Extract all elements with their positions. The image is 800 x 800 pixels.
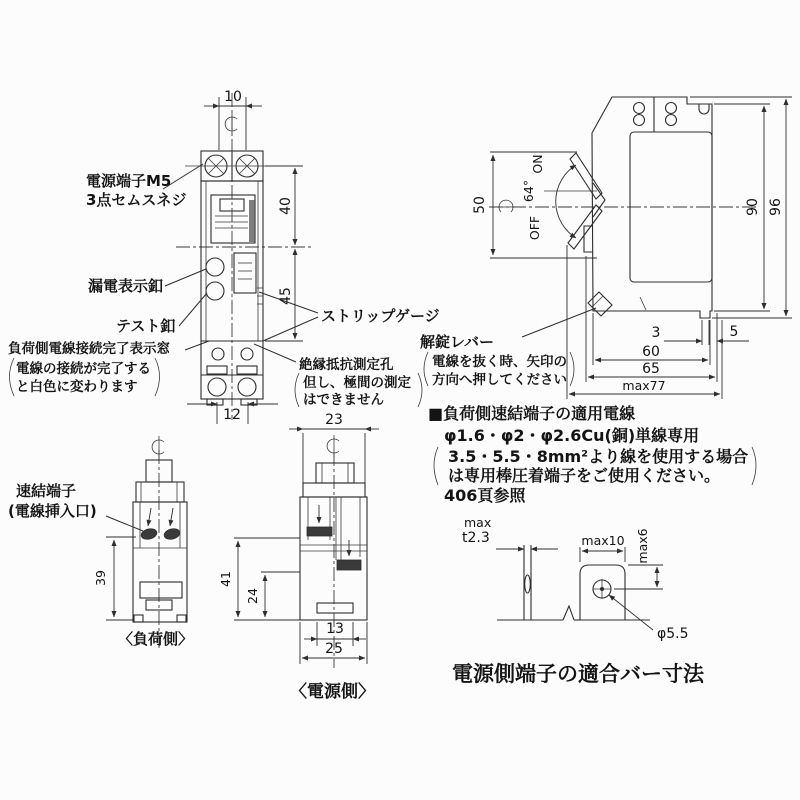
- dim-13: 13: [326, 621, 344, 637]
- paren-right: [155, 358, 160, 396]
- dim-24: 24: [245, 588, 260, 604]
- bar-hole-side: [525, 575, 531, 593]
- note-lever-3: 方向へ押してください: [432, 372, 567, 388]
- dim-41: 41: [218, 571, 233, 587]
- dim-60: 60: [642, 344, 660, 360]
- centerline-mark-icon: [327, 435, 339, 457]
- label-on: ON: [530, 154, 545, 174]
- dim-5: 5: [729, 324, 739, 340]
- dim-max10: max10: [581, 533, 625, 548]
- insulation-test-hole: [241, 348, 253, 360]
- centerline-mark-icon: [495, 200, 517, 212]
- handle-on-position: [570, 153, 602, 199]
- dim-max77: max77: [622, 378, 666, 393]
- label-power-terminal: 電源端子M5: [86, 172, 172, 190]
- dim-90: 90: [745, 198, 761, 216]
- label-test-button: テスト釦: [116, 317, 176, 335]
- note-load-window-3: と白色に変わります: [16, 379, 138, 395]
- note-lever-title: 解錠レバー: [420, 333, 494, 351]
- dim-25: 25: [325, 641, 343, 657]
- test-button-shape: [206, 282, 224, 300]
- insulation-test-hole: [212, 348, 224, 360]
- label-leak-button: 漏電表示釦: [88, 277, 164, 295]
- dim-45: 45: [278, 287, 294, 305]
- wire-insertion-hole: [140, 527, 158, 541]
- label-quick-terminal: 速結端子: [16, 482, 77, 500]
- caption-bar-dimensions: 電源側端子の適合バー寸法: [452, 662, 704, 686]
- note-insulation-title: 絶縁抵抗測定孔: [299, 357, 394, 373]
- dim-50: 50: [472, 196, 488, 214]
- caption-load-side: 〈負荷側〉: [118, 630, 194, 648]
- label-off: OFF: [527, 215, 542, 241]
- wire-note-5: 406頁参照: [444, 486, 526, 505]
- label-power-terminal-2: 3点セムスネジ: [86, 191, 187, 209]
- wire-note-3: 3.5・5.5・8mm²より線を使用する場合: [448, 447, 749, 466]
- side-view: [489, 97, 758, 318]
- connection-complete-window: [207, 366, 227, 374]
- centerline-mark-icon: [152, 436, 164, 458]
- wire-note-4: は専用棒圧着端子をご使用ください。: [448, 466, 721, 485]
- dim-thickness-max: max: [464, 515, 492, 530]
- applicable-wire-note: [428, 404, 756, 505]
- bar-front-view: [580, 565, 625, 620]
- dim-12: 12: [223, 407, 241, 423]
- dim-thickness-t23: t2.3: [462, 530, 490, 546]
- wire-insertion-hole: [163, 527, 181, 541]
- bar-dimension-diagram: [452, 515, 705, 686]
- release-lever: [588, 292, 612, 316]
- label-wire-entry: (電線挿入口): [8, 502, 97, 520]
- dim-40: 40: [278, 197, 294, 215]
- label-angle-64: 64°: [521, 179, 536, 203]
- dim-hole-diameter: φ5.5: [657, 626, 689, 642]
- note-load-window-2: 電線の接続が完了する: [16, 361, 151, 377]
- label-strip-gauge: ストリップゲージ: [321, 307, 440, 325]
- note-insulation-2: 但し、極間の測定: [303, 375, 411, 391]
- dim-39: 39: [93, 570, 108, 586]
- note-load-window: 負荷側電線接続完了表示窓: [8, 341, 170, 357]
- wire-stop-lower: [337, 560, 361, 570]
- source-side-view: [218, 412, 379, 702]
- wire-note-2: φ1.6・φ2・φ2.6Cu(銅)単線専用: [444, 426, 700, 445]
- paren-left: [10, 358, 15, 396]
- dim-10: 10: [224, 89, 242, 105]
- note-insulation-3: はできません: [303, 392, 384, 408]
- release-lever-note: [420, 308, 596, 388]
- leak-indicator-button-shape: [206, 258, 224, 276]
- handle-swing-arc: [556, 165, 576, 238]
- front-view: [176, 93, 314, 420]
- caption-source-side: 〈電源側〉: [290, 682, 375, 702]
- wire-stop-upper: [307, 527, 332, 536]
- centerline-mark-icon: [225, 113, 237, 135]
- load-side-view: [8, 436, 193, 648]
- wire-note-title: ■負荷側速結端子の適用電線: [428, 404, 636, 423]
- insulation-hole-note: [254, 344, 422, 408]
- dim-65: 65: [642, 361, 660, 377]
- dim-3: 3: [651, 325, 661, 341]
- dim-23: 23: [325, 412, 343, 428]
- dim-max6: max6: [635, 528, 650, 564]
- note-lever-2: 電線を抜く時、矢印の: [432, 354, 567, 370]
- connection-complete-window: [237, 366, 257, 374]
- dim-96: 96: [768, 198, 784, 216]
